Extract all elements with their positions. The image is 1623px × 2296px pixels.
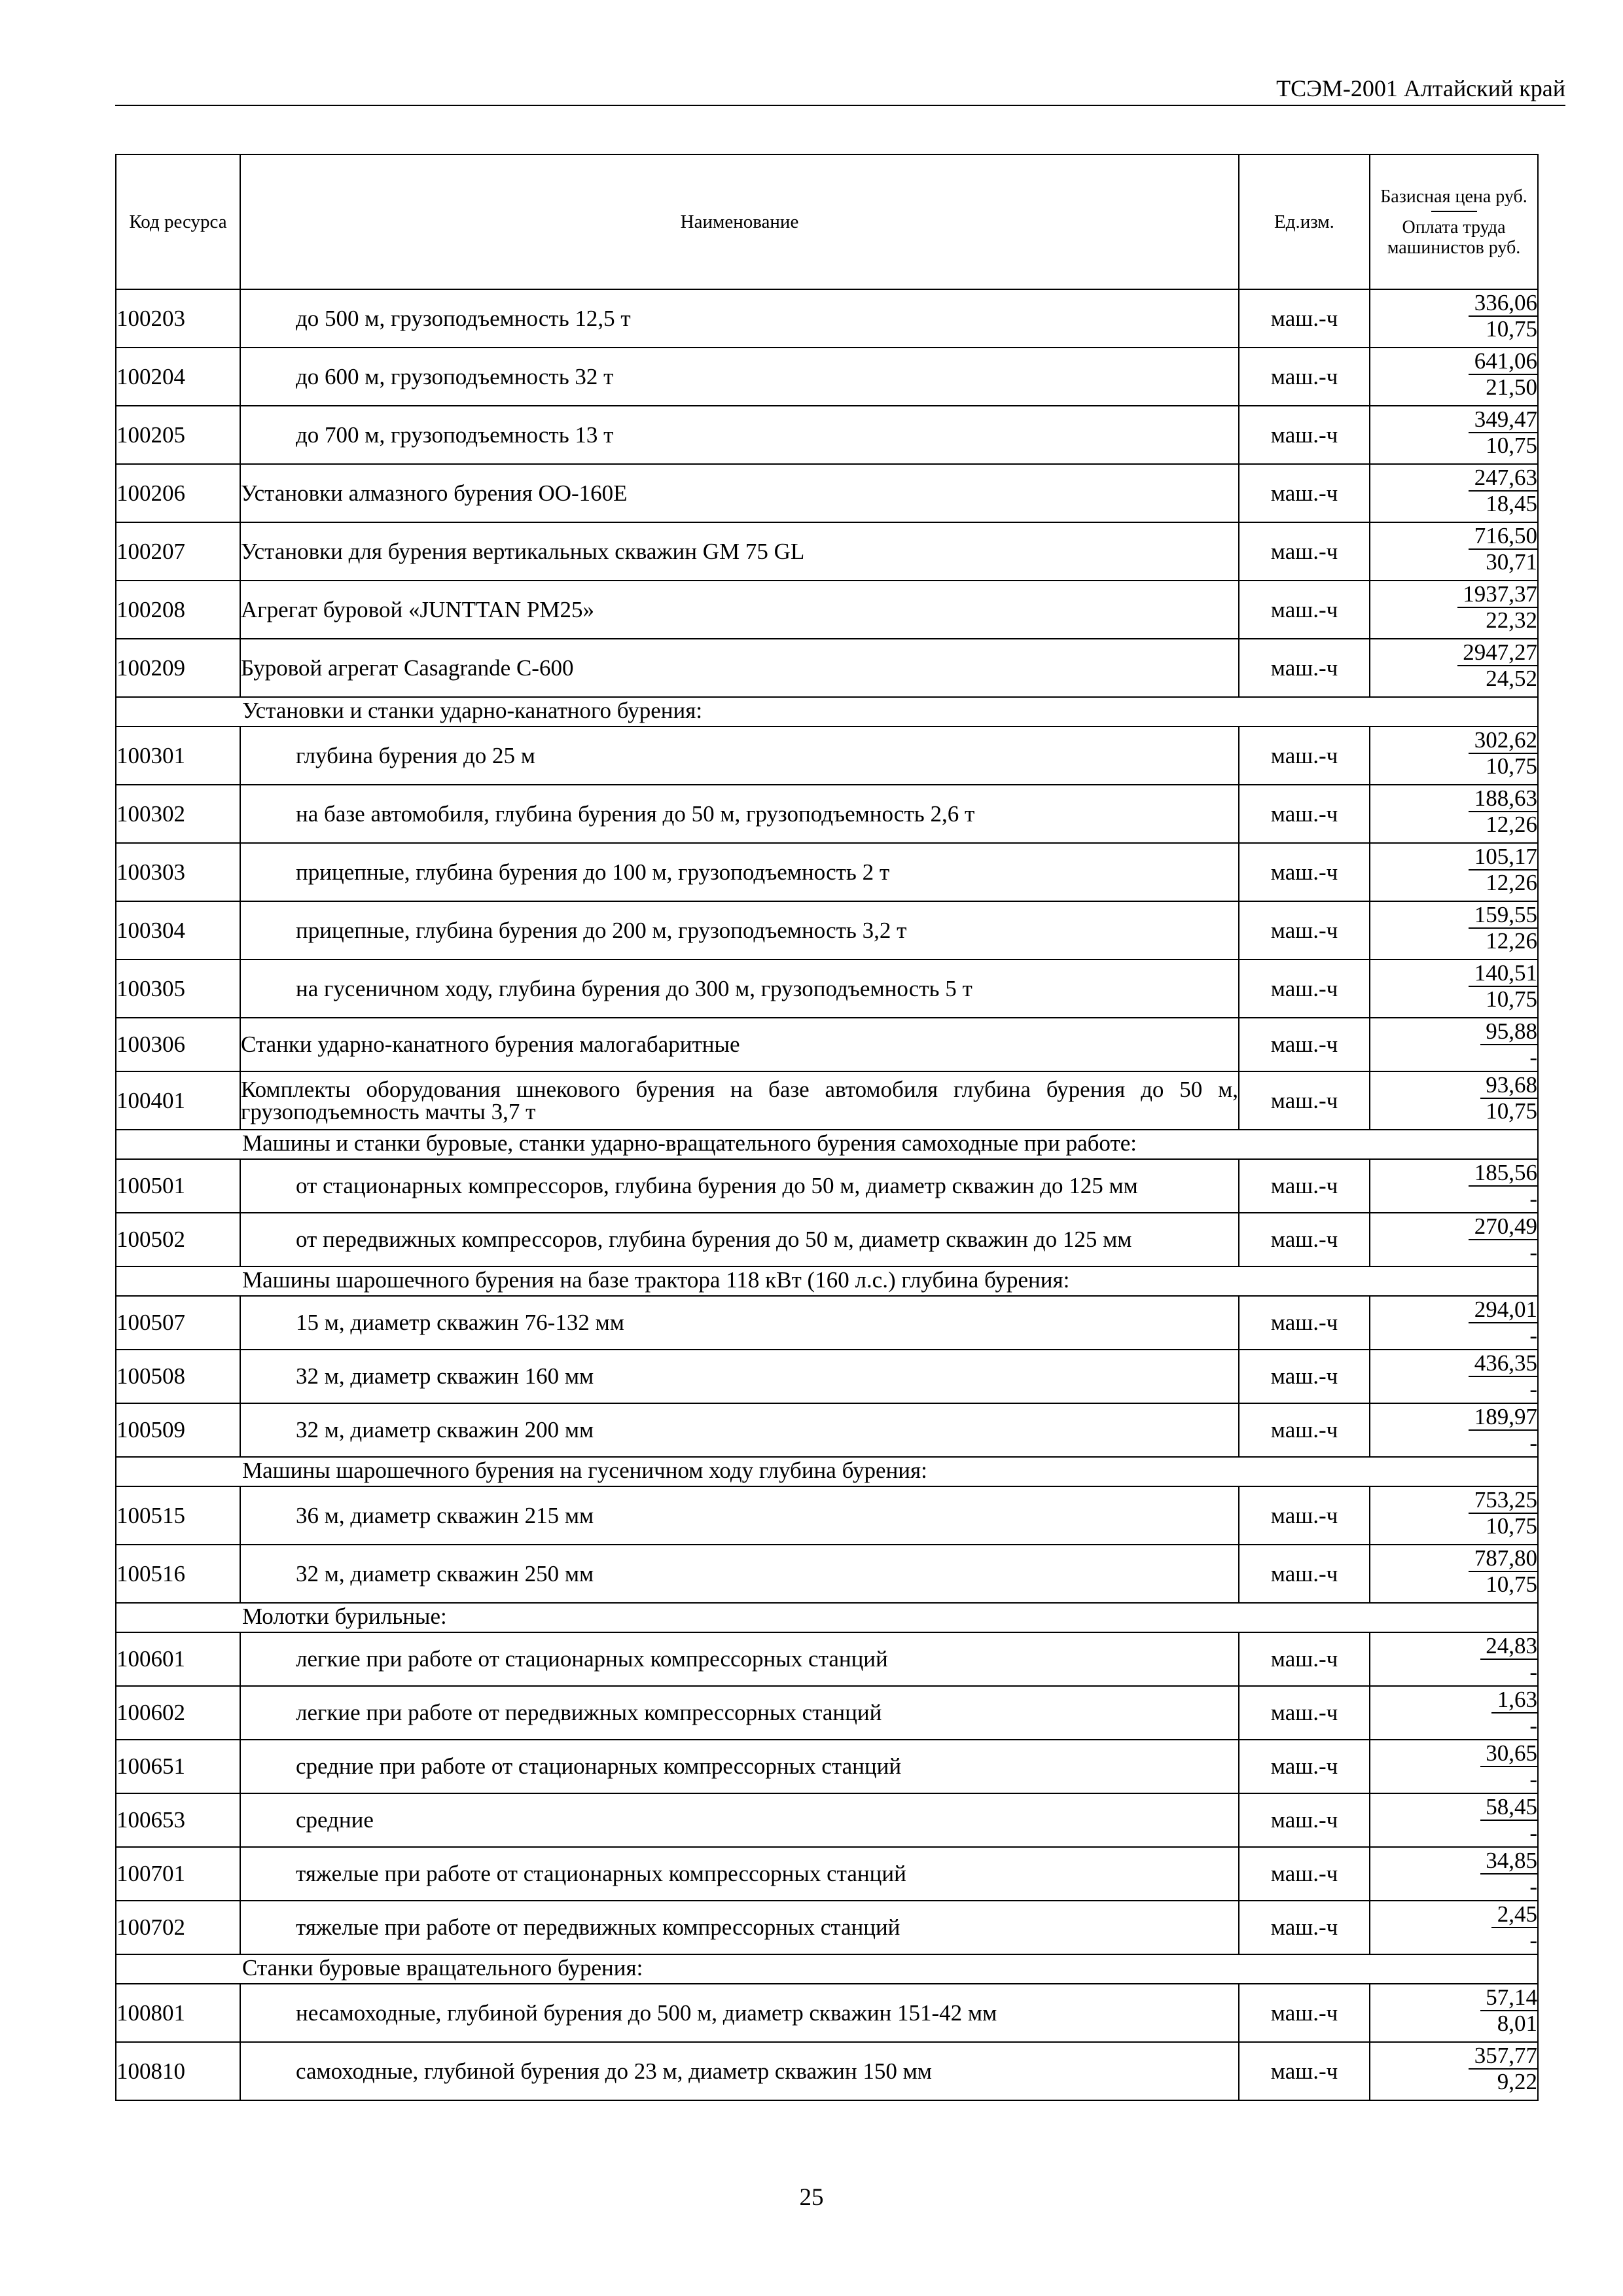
group-header-row (116, 1130, 1538, 1159)
resource-name-cell: Буровой агрегат Casagrande C-600 (240, 639, 1239, 697)
base-price-value: 24,83 (1486, 1633, 1537, 1659)
resource-code-cell: 100602 (116, 1686, 240, 1740)
base-price-value: 247,63 (1474, 465, 1537, 490)
base-price-value: 57,14 (1486, 1984, 1537, 2010)
price-cell (1370, 1984, 1538, 2042)
operator-pay-value: 10,75 (1469, 1513, 1537, 1539)
resource-name-cell: прицепные, глубина бурения до 200 м, грузоподъемность 3,2 т (240, 901, 1239, 960)
group-header-row (116, 1457, 1538, 1486)
operator-pay-value: - (1469, 1185, 1537, 1211)
operator-pay-value: 24,52 (1457, 665, 1537, 691)
base-price-value: 34,85 (1486, 1848, 1537, 1873)
document-header-title: ТСЭМ-2001 Алтайский край (1276, 75, 1565, 101)
unit-cell: маш.-ч (1239, 1984, 1370, 2042)
unit-cell: маш.-ч (1239, 1740, 1370, 1793)
table-row (116, 1545, 1538, 1603)
resource-name-cell: 32 м, диаметр скважин 200 мм (240, 1403, 1239, 1457)
price-cell (1370, 2042, 1538, 2100)
table-row (116, 639, 1538, 697)
operator-pay-value: - (1469, 1322, 1537, 1348)
unit-cell: маш.-ч (1239, 901, 1370, 960)
unit-cell: маш.-ч (1239, 1847, 1370, 1901)
resource-code-cell: 100502 (116, 1213, 240, 1266)
price-cell (1370, 1018, 1538, 1071)
group-header-row (116, 697, 1538, 726)
unit-cell: маш.-ч (1239, 1018, 1370, 1071)
resource-code-cell: 100205 (116, 406, 240, 464)
resource-name-cell: 36 м, диаметр скважин 215 мм (240, 1486, 1239, 1545)
unit-cell: маш.-ч (1239, 522, 1370, 581)
base-price-value: 188,63 (1474, 785, 1537, 811)
price-cell (1370, 1740, 1538, 1793)
unit-cell: маш.-ч (1239, 1545, 1370, 1603)
base-price-value: 30,65 (1486, 1740, 1537, 1766)
base-price-value: 1,63 (1497, 1687, 1537, 1712)
resource-name-cell: тяжелые при работе от передвижных компрессорных станций (240, 1901, 1239, 1954)
resource-code-cell: 100516 (116, 1545, 240, 1603)
resource-name-cell: на базе автомобиля, глубина бурения до 50 м, грузоподъемность 2,6 т (240, 785, 1239, 843)
unit-cell: маш.-ч (1239, 1350, 1370, 1403)
table-row (116, 1740, 1538, 1793)
table-row (116, 1847, 1538, 1901)
operator-pay-value: - (1469, 1376, 1537, 1402)
resource-name-cell: прицепные, глубина бурения до 100 м, грузоподъемность 2 т (240, 843, 1239, 901)
base-price-value: 140,51 (1474, 960, 1537, 986)
table-row (116, 406, 1538, 464)
unit-cell: маш.-ч (1239, 1486, 1370, 1545)
unit-cell: маш.-ч (1239, 785, 1370, 843)
base-price-value: 349,47 (1474, 406, 1537, 432)
base-price-value: 357,77 (1474, 2043, 1537, 2068)
resource-code-cell: 100305 (116, 960, 240, 1018)
resource-name-cell: Станки ударно-канатного бурения малогабаритные (240, 1018, 1239, 1071)
column-header-price-base: Базисная цена руб. (1380, 186, 1527, 207)
price-cell (1370, 581, 1538, 639)
group-label: Машины шарошечного бурения на гусеничном ходу глубина бурения: (116, 1457, 1538, 1486)
unit-cell: маш.-ч (1239, 639, 1370, 697)
operator-pay-value: - (1469, 1239, 1537, 1265)
price-cell (1370, 1545, 1538, 1603)
resource-name-cell: на гусеничном ходу, глубина бурения до 300 м, грузоподъемность 5 т (240, 960, 1239, 1018)
operator-pay-value: 12,26 (1469, 811, 1537, 837)
operator-pay-value: 10,75 (1469, 753, 1537, 779)
resource-name-cell: самоходные, глубиной бурения до 23 м, диаметр скважин 150 мм (240, 2042, 1239, 2100)
resource-code-cell: 100501 (116, 1159, 240, 1213)
base-price-value: 716,50 (1474, 523, 1537, 548)
base-price-value: 159,55 (1474, 902, 1537, 927)
price-cell (1370, 901, 1538, 960)
resource-name-cell: глубина бурения до 25 м (240, 726, 1239, 785)
resource-name-cell: легкие при работе от стационарных компрессорных станций (240, 1632, 1239, 1686)
base-price-value: 436,35 (1474, 1350, 1537, 1376)
table-row (116, 2042, 1538, 2100)
resource-name-cell: несамоходные, глубиной бурения до 500 м, диаметр скважин 151-42 мм (240, 1984, 1239, 2042)
price-cell (1370, 1632, 1538, 1686)
operator-pay-value: 30,71 (1469, 548, 1537, 575)
column-header-price (1370, 154, 1538, 289)
operator-pay-value: 10,75 (1469, 986, 1537, 1012)
unit-cell: маш.-ч (1239, 1213, 1370, 1266)
price-cell (1370, 843, 1538, 901)
resource-code-cell: 100509 (116, 1403, 240, 1457)
table-row (116, 1018, 1538, 1071)
table-row (116, 464, 1538, 522)
resource-name-cell: Установки алмазного бурения ОО-160Е (240, 464, 1239, 522)
unit-cell: маш.-ч (1239, 1159, 1370, 1213)
operator-pay-value: 9,22 (1469, 2068, 1537, 2094)
table-row (116, 348, 1538, 406)
operator-pay-value: 10,75 (1469, 1571, 1537, 1597)
base-price-value: 294,01 (1474, 1297, 1537, 1322)
resource-name-cell: Установки для бурения вертикальных скважин GM 75 GL (240, 522, 1239, 581)
price-cell (1370, 1901, 1538, 1954)
price-cell (1370, 1296, 1538, 1350)
unit-cell: маш.-ч (1239, 1071, 1370, 1130)
price-cell (1370, 1403, 1538, 1457)
resource-name-cell: Агрегат буровой «JUNTTAN PM25» (240, 581, 1239, 639)
resource-name-cell: до 700 м, грузоподъемность 13 т (240, 406, 1239, 464)
resource-name-cell: до 500 м, грузоподъемность 12,5 т (240, 289, 1239, 348)
table-row (116, 1901, 1538, 1954)
resource-code-cell: 100701 (116, 1847, 240, 1901)
resource-name-cell: до 600 м, грузоподъемность 32 т (240, 348, 1239, 406)
unit-cell: маш.-ч (1239, 581, 1370, 639)
price-cell (1370, 1159, 1538, 1213)
unit-cell: маш.-ч (1239, 464, 1370, 522)
base-price-value: 787,80 (1474, 1545, 1537, 1571)
group-label: Машины и станки буровые, станки ударно-вращательного бурения самоходные при работе: (116, 1130, 1538, 1159)
price-cell (1370, 1071, 1538, 1130)
group-label: Установки и станки ударно-канатного бурения: (116, 697, 1538, 726)
price-cell (1370, 1486, 1538, 1545)
operator-pay-value: - (1480, 1044, 1537, 1070)
resource-code-cell: 100303 (116, 843, 240, 901)
price-cell (1370, 522, 1538, 581)
group-header-row (116, 1954, 1538, 1984)
resource-name-cell: легкие при работе от передвижных компрессорных станций (240, 1686, 1239, 1740)
base-price-value: 189,97 (1474, 1404, 1537, 1429)
base-price-value: 58,45 (1486, 1794, 1537, 1820)
resource-code-cell: 100651 (116, 1740, 240, 1793)
price-cell (1370, 464, 1538, 522)
resource-name-cell: 32 м, диаметр скважин 250 мм (240, 1545, 1239, 1603)
table-row (116, 1486, 1538, 1545)
base-price-value: 2947,27 (1463, 639, 1537, 665)
resource-name-cell: тяжелые при работе от стационарных компрессорных станций (240, 1847, 1239, 1901)
column-header-code: Код ресурса (116, 154, 240, 289)
resource-code-cell: 100306 (116, 1018, 240, 1071)
table-row (116, 1984, 1538, 2042)
resource-code-cell: 100401 (116, 1071, 240, 1130)
operator-pay-value: - (1491, 1927, 1537, 1953)
table-row (116, 522, 1538, 581)
group-header-row (116, 1266, 1538, 1296)
resource-code-cell: 100702 (116, 1901, 240, 1954)
resource-code-cell: 100208 (116, 581, 240, 639)
price-cell (1370, 348, 1538, 406)
table-row (116, 1296, 1538, 1350)
operator-pay-value: - (1469, 1429, 1537, 1456)
operator-pay-value: - (1480, 1873, 1537, 1899)
table-row (116, 1213, 1538, 1266)
unit-cell: маш.-ч (1239, 1686, 1370, 1740)
table-row (116, 843, 1538, 901)
price-cell (1370, 1213, 1538, 1266)
operator-pay-value: 21,50 (1469, 374, 1537, 400)
price-cell (1370, 1847, 1538, 1901)
resource-name-cell: 15 м, диаметр скважин 76-132 мм (240, 1296, 1239, 1350)
unit-cell: маш.-ч (1239, 406, 1370, 464)
unit-cell: маш.-ч (1239, 1632, 1370, 1686)
unit-cell: маш.-ч (1239, 726, 1370, 785)
resource-code-cell: 100301 (116, 726, 240, 785)
resource-code-cell: 100304 (116, 901, 240, 960)
resource-code-cell: 100601 (116, 1632, 240, 1686)
operator-pay-value: - (1480, 1820, 1537, 1846)
base-price-value: 95,88 (1486, 1018, 1537, 1044)
unit-cell: маш.-ч (1239, 843, 1370, 901)
resource-code-cell: 100206 (116, 464, 240, 522)
resource-code-cell: 100801 (116, 1984, 240, 2042)
unit-cell: маш.-ч (1239, 1901, 1370, 1954)
resource-name-cell: от передвижных компрессоров, глубина бурения до 50 м, диаметр скважин до 125 мм (240, 1213, 1239, 1266)
resource-code-cell: 100203 (116, 289, 240, 348)
resource-name-cell: от стационарных компрессоров, глубина бурения до 50 м, диаметр скважин до 125 мм (240, 1159, 1239, 1213)
base-price-value: 105,17 (1474, 844, 1537, 869)
resource-code-cell: 100302 (116, 785, 240, 843)
table-header-row (116, 154, 1538, 289)
operator-pay-value: - (1491, 1712, 1537, 1738)
base-price-value: 753,25 (1474, 1487, 1537, 1513)
table-row (116, 1071, 1538, 1130)
table-row (116, 1686, 1538, 1740)
price-cell (1370, 1793, 1538, 1847)
price-cell (1370, 406, 1538, 464)
unit-cell: маш.-ч (1239, 348, 1370, 406)
base-price-value: 270,49 (1474, 1213, 1537, 1239)
resource-code-cell: 100515 (116, 1486, 240, 1545)
resource-price-table (115, 154, 1539, 2101)
base-price-value: 185,56 (1474, 1160, 1537, 1185)
unit-cell: маш.-ч (1239, 960, 1370, 1018)
group-header-row (116, 1603, 1538, 1632)
unit-cell: маш.-ч (1239, 1296, 1370, 1350)
operator-pay-value: - (1480, 1659, 1537, 1685)
column-header-price-divider (1431, 211, 1477, 212)
operator-pay-value: 10,75 (1469, 315, 1537, 342)
table-row (116, 289, 1538, 348)
unit-cell: маш.-ч (1239, 1793, 1370, 1847)
resource-code-cell: 100207 (116, 522, 240, 581)
table-row (116, 960, 1538, 1018)
base-price-value: 302,62 (1474, 727, 1537, 753)
resource-code-cell: 100508 (116, 1350, 240, 1403)
operator-pay-value: 22,32 (1457, 607, 1537, 633)
operator-pay-value: 18,45 (1469, 490, 1537, 516)
resource-name-cell: средние при работе от стационарных компрессорных станций (240, 1740, 1239, 1793)
price-cell (1370, 1686, 1538, 1740)
page-number: 25 (799, 2184, 824, 2211)
operator-pay-value: - (1480, 1766, 1537, 1792)
table-row (116, 785, 1538, 843)
group-label: Станки буровые вращательного бурения: (116, 1954, 1538, 1984)
operator-pay-value: 10,75 (1469, 432, 1537, 458)
price-cell (1370, 960, 1538, 1018)
price-cell (1370, 289, 1538, 348)
resource-code-cell: 100653 (116, 1793, 240, 1847)
base-price-value: 93,68 (1486, 1072, 1537, 1098)
price-cell (1370, 639, 1538, 697)
column-header-name: Наименование (240, 154, 1239, 289)
table-row (116, 726, 1538, 785)
price-cell (1370, 785, 1538, 843)
table-row (116, 1793, 1538, 1847)
table-row (116, 901, 1538, 960)
base-price-value: 336,06 (1474, 290, 1537, 315)
base-price-value: 2,45 (1497, 1901, 1537, 1927)
column-header-price-pay: Оплата труда машинистов руб. (1387, 217, 1521, 258)
table-row (116, 1350, 1538, 1403)
unit-cell: маш.-ч (1239, 2042, 1370, 2100)
resource-code-cell: 100209 (116, 639, 240, 697)
column-header-unit: Ед.изм. (1239, 154, 1370, 289)
operator-pay-value: 8,01 (1480, 2010, 1537, 2036)
price-cell (1370, 726, 1538, 785)
base-price-value: 1937,37 (1463, 581, 1537, 607)
table-row (116, 581, 1538, 639)
table-row (116, 1159, 1538, 1213)
group-label: Машины шарошечного бурения на базе трактора 118 кВт (160 л.с.) глубина бурения: (116, 1266, 1538, 1296)
table-body (116, 289, 1538, 2100)
unit-cell: маш.-ч (1239, 1403, 1370, 1457)
operator-pay-value: 12,26 (1469, 927, 1537, 954)
group-label: Молотки бурильные: (116, 1603, 1538, 1632)
resource-name-cell: средние (240, 1793, 1239, 1847)
operator-pay-value: 10,75 (1480, 1098, 1537, 1124)
operator-pay-value: 12,26 (1469, 869, 1537, 895)
resource-name-cell: 32 м, диаметр скважин 160 мм (240, 1350, 1239, 1403)
table-row (116, 1403, 1538, 1457)
table-row (116, 1632, 1538, 1686)
resource-code-cell: 100507 (116, 1296, 240, 1350)
resource-code-cell: 100204 (116, 348, 240, 406)
unit-cell: маш.-ч (1239, 289, 1370, 348)
resource-code-cell: 100810 (116, 2042, 240, 2100)
base-price-value: 641,06 (1474, 348, 1537, 374)
price-cell (1370, 1350, 1538, 1403)
header-rule (115, 105, 1565, 106)
resource-name-cell: Комплекты оборудования шнекового бурения на базе автомобиля глубина бурения до 50 м, грузоподъемность мачты 3,7 т (240, 1071, 1239, 1130)
